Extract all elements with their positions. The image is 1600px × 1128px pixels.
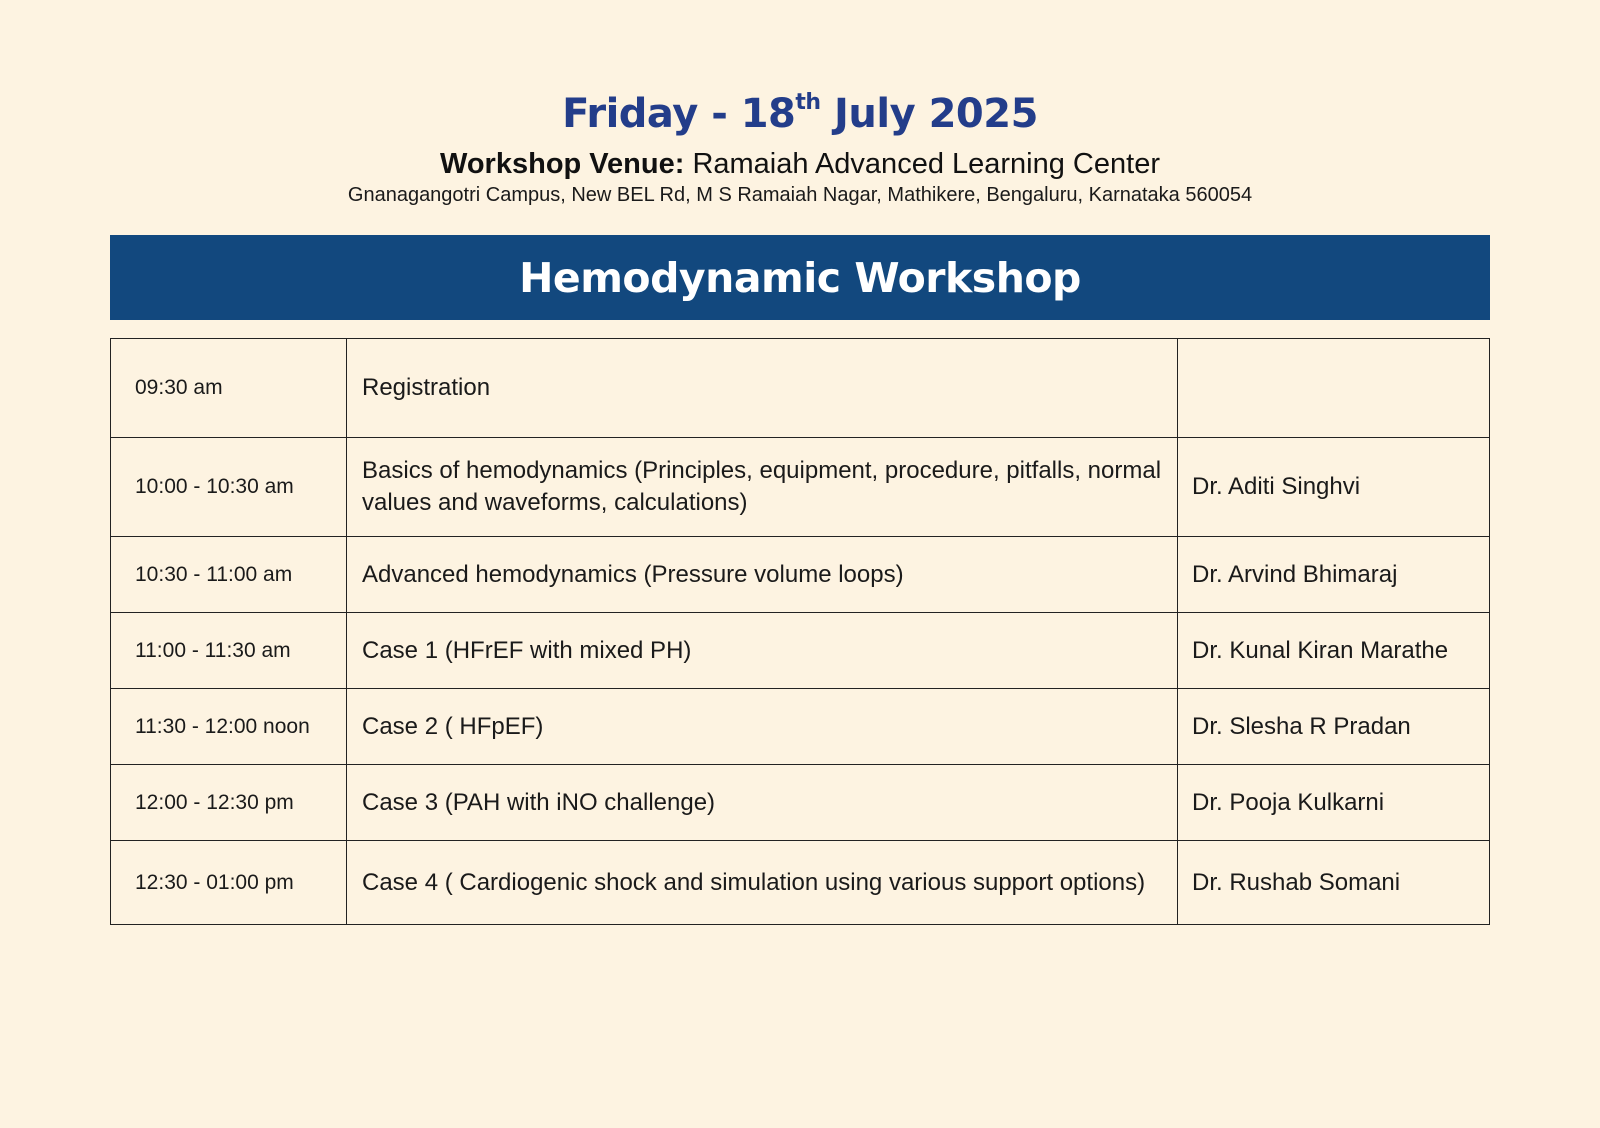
table-row (111, 613, 1490, 689)
table-row (111, 537, 1490, 613)
session-speaker: Dr. Slesha R Pradan (1178, 689, 1490, 765)
session-title: Registration (347, 339, 1178, 438)
workshop-banner (110, 235, 1490, 320)
workshop-title: Hemodynamic Workshop (519, 253, 1081, 302)
session-title: Basics of hemodynamics (Principles, equipment, procedure, pitfalls, normal values and waveforms, calculations) (347, 438, 1178, 537)
session-speaker: Dr. Arvind Bhimaraj (1178, 537, 1490, 613)
session-title: Case 2 ( HFpEF) (347, 689, 1178, 765)
date-suffix: July 2025 (820, 91, 1038, 137)
session-speaker (1178, 339, 1490, 438)
session-time: 12:00 - 12:30 pm (111, 765, 347, 841)
session-title: Case 1 (HFrEF with mixed PH) (347, 613, 1178, 689)
date-prefix: Friday - 18 (562, 91, 796, 137)
session-time: 10:00 - 10:30 am (111, 438, 347, 537)
table-row (111, 841, 1490, 925)
venue-address: Gnanagangotri Campus, New BEL Rd, M S Ramaiah Nagar, Mathikere, Bengaluru, Karnataka 560054 (347, 184, 1253, 206)
schedule-table (110, 338, 1490, 925)
table-row (111, 339, 1490, 438)
venue-line (0, 146, 1600, 182)
session-title: Case 4 ( Cardiogenic shock and simulation using various support options) (347, 841, 1178, 925)
session-speaker: Dr. Rushab Somani (1178, 841, 1490, 925)
session-time: 12:30 - 01:00 pm (111, 841, 347, 925)
venue-label: Workshop Venue: (440, 148, 685, 180)
event-date (0, 86, 1600, 142)
session-time: 11:00 - 11:30 am (111, 613, 347, 689)
table-row (111, 689, 1490, 765)
session-speaker: Dr. Kunal Kiran Marathe (1178, 613, 1490, 689)
date-superscript: th (795, 90, 821, 115)
session-speaker: Dr. Pooja Kulkarni (1178, 765, 1490, 841)
session-title: Advanced hemodynamics (Pressure volume loops) (347, 537, 1178, 613)
table-row (111, 765, 1490, 841)
session-title: Case 3 (PAH with iNO challenge) (347, 765, 1178, 841)
session-time: 11:30 - 12:00 noon (111, 689, 347, 765)
session-speaker: Dr. Aditi Singhvi (1178, 438, 1490, 537)
page-header (0, 86, 1600, 208)
venue-name: Ramaiah Advanced Learning Center (684, 148, 1160, 180)
session-time: 10:30 - 11:00 am (111, 537, 347, 613)
session-time: 09:30 am (111, 339, 347, 438)
table-row (111, 438, 1490, 537)
